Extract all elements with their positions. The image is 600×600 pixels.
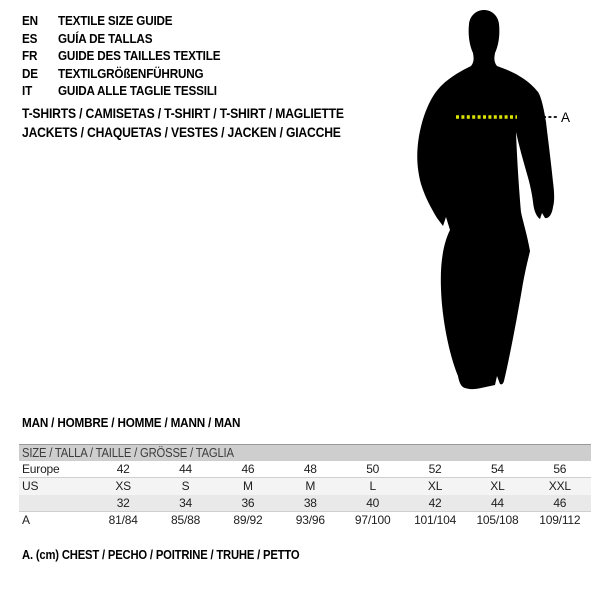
- measurement-footnote: A. (cm) CHEST / PECHO / POITRINE / TRUHE / PETTO: [22, 548, 300, 562]
- size-cell: XL: [490, 479, 505, 493]
- language-code: FR: [22, 48, 38, 63]
- guide-title: GUÍA DE TALLAS: [58, 30, 153, 46]
- size-cell: 109/112: [539, 513, 581, 527]
- row-label: [19, 495, 92, 511]
- measurement-label-a: A: [561, 110, 570, 125]
- section-title-man: MAN / HOMBRE / HOMME / MANN / MAN: [22, 415, 241, 430]
- language-code: EN: [22, 13, 38, 28]
- guide-title: TEXTILE SIZE GUIDE: [58, 13, 173, 28]
- size-cell: 50: [366, 462, 380, 476]
- size-cell: 105/108: [476, 513, 519, 527]
- language-row: [22, 47, 238, 65]
- size-cell: 34: [179, 496, 193, 510]
- row-label: US: [22, 479, 39, 493]
- size-cell: 44: [490, 496, 504, 510]
- size-cell: 40: [366, 496, 380, 510]
- table-row-chest-cm: [19, 511, 591, 529]
- language-title-list: [22, 12, 238, 100]
- size-cell: 46: [553, 496, 567, 510]
- size-cell: 81/84: [108, 513, 138, 527]
- size-cell: XS: [115, 479, 131, 493]
- size-cell: 44: [179, 462, 193, 476]
- language-row: [22, 12, 238, 30]
- size-cell: 42: [116, 462, 130, 476]
- language-code: DE: [22, 65, 38, 81]
- size-cell: 85/88: [171, 513, 201, 527]
- size-cell: S: [181, 479, 190, 493]
- man-silhouette-figure: [413, 4, 583, 394]
- language-code: IT: [22, 83, 33, 98]
- size-cell: 54: [490, 462, 504, 476]
- size-table-header: SIZE / TALLA / TAILLE / GRÖSSE / TAGLIA: [19, 445, 591, 461]
- guide-title: TEXTILGRÖßENFÜHRUNG: [58, 65, 204, 81]
- size-cell: 48: [303, 462, 317, 476]
- language-row: [22, 65, 238, 83]
- man-silhouette: [417, 10, 554, 389]
- language-code: ES: [22, 30, 38, 46]
- size-cell: 56: [553, 462, 567, 476]
- size-cell: 42: [428, 496, 442, 510]
- category-jackets: JACKETS / CHAQUETAS / VESTES / JACKEN / GIACCHE: [22, 124, 341, 140]
- size-cell: M: [305, 479, 316, 493]
- size-cell: XL: [427, 479, 443, 493]
- size-table: [19, 444, 591, 529]
- table-row-europe: [19, 461, 591, 477]
- size-cell: M: [243, 479, 253, 493]
- size-cell: L: [369, 479, 376, 493]
- row-label: Europe: [22, 462, 60, 476]
- table-row-us: [19, 477, 591, 495]
- language-row: [22, 30, 238, 48]
- guide-title: GUIDE DES TAILLES TEXTILE: [58, 48, 221, 63]
- size-cell: 93/96: [295, 513, 325, 527]
- size-cell: 46: [241, 462, 255, 476]
- language-row: [22, 82, 238, 100]
- size-cell: XXL: [548, 479, 571, 493]
- size-cell: 38: [303, 496, 317, 510]
- table-row-numeric: [19, 495, 591, 511]
- size-cell: 32: [116, 496, 130, 510]
- size-cell: 52: [428, 462, 442, 476]
- row-label: A: [22, 513, 30, 527]
- guide-title: GUIDA ALLE TAGLIE TESSILI: [58, 83, 217, 98]
- garment-categories: [22, 105, 380, 142]
- size-cell: 36: [241, 496, 255, 510]
- size-cell: 101/104: [414, 513, 457, 527]
- size-cell: 97/100: [354, 513, 391, 527]
- size-cell: 89/92: [233, 513, 263, 527]
- category-tshirts: T-SHIRTS / CAMISETAS / T-SHIRT / T-SHIRT / MAGLIETTE: [22, 106, 344, 121]
